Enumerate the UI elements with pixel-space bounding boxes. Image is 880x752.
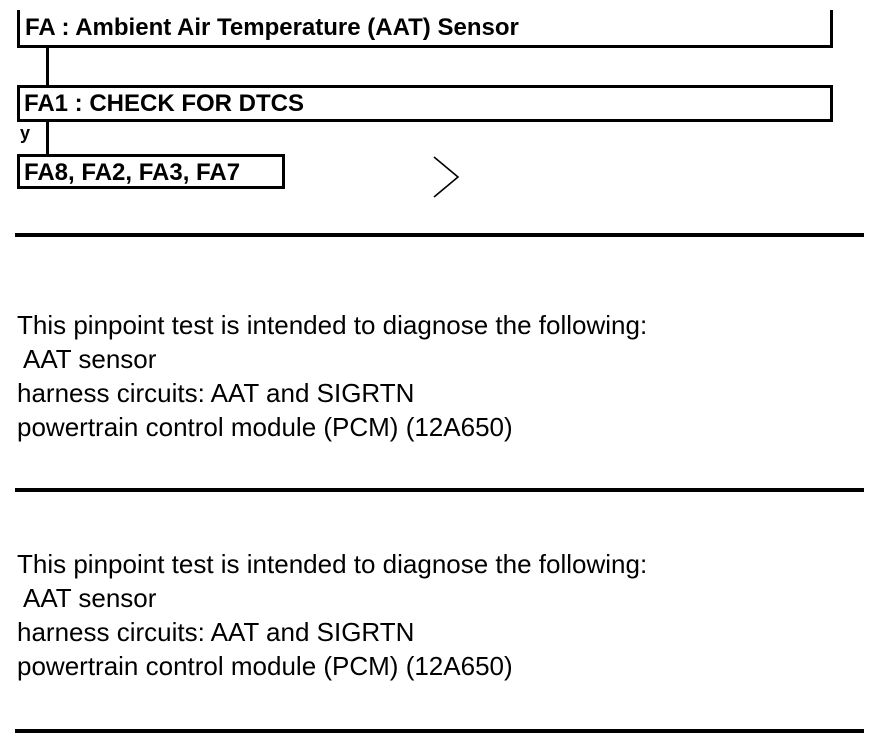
divider — [15, 233, 864, 237]
flow-connector — [46, 48, 49, 85]
description-intro: This pinpoint test is intended to diagnose the following: — [17, 310, 648, 340]
description-block — [17, 308, 647, 444]
description-item: AAT sensor — [23, 344, 157, 374]
description-item: powertrain control module (PCM) (12A650) — [17, 412, 513, 442]
next-steps-label: FA8, FA2, FA3, FA7 — [24, 159, 241, 186]
step-label: FA1 : CHECK FOR DTCS — [24, 90, 305, 117]
next-steps-link[interactable] — [17, 154, 285, 189]
description-item: harness circuits: AAT and SIGRTN — [17, 617, 415, 647]
test-title-box — [17, 10, 833, 48]
description-item: powertrain control module (PCM) (12A650) — [17, 651, 513, 681]
divider — [15, 488, 864, 492]
description-block — [17, 547, 647, 683]
description-item: harness circuits: AAT and SIGRTN — [17, 378, 415, 408]
flow-connector — [46, 122, 49, 154]
test-title: FA : Ambient Air Temperature (AAT) Sensor — [25, 14, 519, 41]
description-intro: This pinpoint test is intended to diagnose the following: — [17, 549, 648, 579]
description-item: AAT sensor — [23, 583, 157, 613]
divider — [15, 729, 864, 733]
chevron-right-icon[interactable] — [432, 155, 462, 199]
branch-yes-label: y — [20, 123, 31, 143]
step-box[interactable] — [17, 85, 833, 122]
